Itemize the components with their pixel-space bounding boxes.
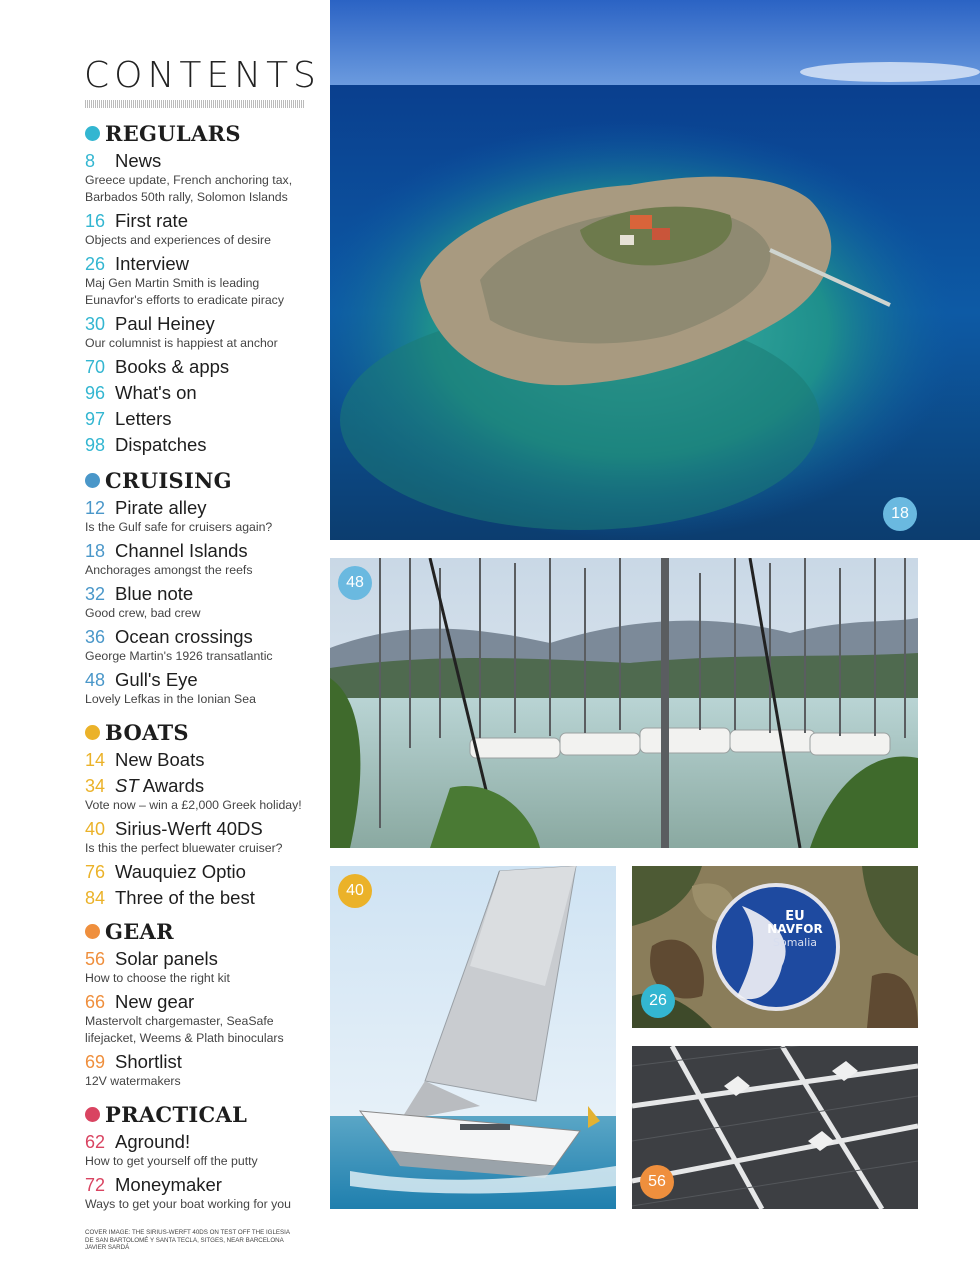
item-description: Barbados 50th rally, Solomon Islands (85, 190, 288, 204)
page-number: 16 (85, 211, 106, 231)
contents-item[interactable] (85, 356, 315, 378)
contents-item[interactable] (85, 749, 315, 771)
contents-item[interactable] (85, 408, 315, 430)
item-heading (85, 1051, 315, 1073)
section-header (85, 467, 315, 493)
item-title: News (115, 150, 162, 171)
island-photo[interactable] (330, 0, 980, 540)
page-badge-26[interactable]: 26 (641, 984, 675, 1018)
item-description: How to get yourself off the putty (85, 1154, 258, 1168)
item-title: Dispatches (115, 434, 207, 455)
patch-text: EU NAVFOR Somalia (767, 909, 823, 949)
section-title: BOATS (105, 719, 189, 745)
page-badge-18[interactable]: 18 (883, 497, 917, 531)
page-number: 30 (85, 314, 106, 334)
item-title: New gear (115, 991, 195, 1012)
item-description: Is this the perfect bluewater cruiser? (85, 841, 283, 855)
sailboat-illustration (330, 866, 616, 1209)
item-heading (85, 991, 315, 1013)
eunavfor-patch-photo[interactable] (632, 866, 918, 1028)
section-dot-icon (85, 1107, 100, 1122)
page-number: 26 (85, 254, 106, 274)
item-heading (85, 749, 315, 771)
item-description: Good crew, bad crew (85, 606, 201, 620)
item-title: Channel Islands (115, 540, 248, 561)
section-header (85, 1101, 315, 1127)
item-title: Aground! (115, 1131, 191, 1152)
item-title: Moneymaker (115, 1174, 222, 1195)
contents-item[interactable] (85, 540, 315, 579)
item-heading (85, 150, 315, 172)
item-title: Ocean crossings (115, 626, 253, 647)
page-number: 34 (85, 776, 106, 796)
contents-item[interactable] (85, 626, 315, 665)
item-description: George Martin's 1926 transatlantic (85, 649, 273, 663)
page-number: 32 (85, 584, 106, 604)
item-description: Greece update, French anchoring tax, (85, 173, 293, 187)
page-number: 70 (85, 357, 106, 377)
page-number: 76 (85, 862, 106, 882)
item-title: Shortlist (115, 1051, 182, 1072)
page-number: 72 (85, 1175, 106, 1195)
page-number: 96 (85, 383, 106, 403)
item-description: Objects and experiences of desire (85, 233, 271, 247)
contents-item[interactable] (85, 775, 315, 814)
item-title: New Boats (115, 749, 205, 770)
page-number: 69 (85, 1052, 106, 1072)
contents-item[interactable] (85, 1174, 315, 1213)
contents-item[interactable] (85, 861, 315, 883)
item-title: Books & apps (115, 356, 230, 377)
item-description: 12V watermakers (85, 1074, 181, 1088)
section-header (85, 918, 315, 944)
item-description: Anchorages amongst the reefs (85, 563, 253, 577)
contents-item[interactable] (85, 669, 315, 708)
item-title: Interview (115, 253, 190, 274)
page-number: 66 (85, 992, 106, 1012)
item-title: Pirate alley (115, 497, 207, 518)
title-rule (85, 100, 305, 108)
section-title: REGULARS (105, 120, 241, 146)
item-title: Three of the best (115, 887, 255, 908)
item-title: Blue note (115, 583, 194, 604)
solar-panel-illustration (632, 1046, 918, 1209)
item-heading (85, 775, 315, 797)
item-title: What's on (115, 382, 197, 403)
item-description: How to choose the right kit (85, 971, 230, 985)
item-description: lifejacket, Weems & Plath binoculars (85, 1031, 284, 1045)
item-heading (85, 382, 315, 404)
section-title: CRUISING (105, 467, 232, 493)
item-heading (85, 861, 315, 883)
section-cruising (85, 467, 315, 708)
page-number: 14 (85, 750, 106, 770)
item-heading (85, 887, 315, 909)
section-title: GEAR (105, 918, 174, 944)
page-number: 40 (85, 819, 106, 839)
contents-item[interactable] (85, 497, 315, 536)
item-heading (85, 497, 315, 519)
section-dot-icon (85, 126, 100, 141)
cover-caption: COVER IMAGE: THE SIRIUS-WERFT 40DS ON TEST OFF THE IGLESIA DE SAN BARTOLOMÉ Y SANTA TECLA, SITGES, NEAR BARCELONA JAVIER SARDÁ (85, 1229, 291, 1251)
section-header (85, 120, 315, 146)
item-description: Mastervolt chargemaster, SeaSafe (85, 1014, 274, 1028)
page-title: CONTENTS (84, 55, 321, 96)
item-heading (85, 669, 315, 691)
item-title: Paul Heiney (115, 313, 215, 334)
contents-item[interactable] (85, 818, 315, 857)
item-title: ST Awards (115, 775, 205, 796)
page-number: 62 (85, 1132, 106, 1152)
contents-item[interactable] (85, 434, 315, 456)
solar-panel-photo[interactable] (632, 1046, 918, 1209)
contents-item[interactable] (85, 313, 315, 352)
contents-item[interactable] (85, 150, 315, 206)
marina-photo[interactable] (330, 558, 918, 848)
contents-item[interactable] (85, 382, 315, 404)
page-number: 84 (85, 888, 106, 908)
island-illustration (330, 0, 980, 540)
section-practical (85, 1101, 315, 1213)
item-heading (85, 540, 315, 562)
item-description: Eunavfor's efforts to eradicate piracy (85, 293, 284, 307)
contents-item[interactable] (85, 1051, 315, 1090)
item-title: Gull's Eye (115, 669, 198, 690)
item-title: Sirius-Werft 40DS (115, 818, 263, 839)
section-header (85, 719, 315, 745)
page-number: 98 (85, 435, 106, 455)
item-description: Lovely Lefkas in the Ionian Sea (85, 692, 256, 706)
item-heading (85, 313, 315, 335)
contents-item[interactable] (85, 253, 315, 309)
item-heading (85, 1131, 315, 1153)
page-number: 36 (85, 627, 106, 647)
item-description: Is the Gulf safe for cruisers again? (85, 520, 273, 534)
item-title: Letters (115, 408, 172, 429)
page-number: 8 (85, 151, 96, 171)
item-heading (85, 583, 315, 605)
item-title: Solar panels (115, 948, 218, 969)
section-dot-icon (85, 924, 100, 939)
sailboat-photo[interactable] (330, 866, 616, 1209)
item-heading (85, 408, 315, 430)
item-heading (85, 1174, 315, 1196)
page-badge-40[interactable]: 40 (338, 874, 372, 908)
contents-item[interactable] (85, 991, 315, 1047)
item-description: Ways to get your boat working for you (85, 1197, 291, 1211)
section-dot-icon (85, 473, 100, 488)
page-badge-48[interactable]: 48 (338, 566, 372, 600)
section-regulars (85, 120, 315, 456)
contents-item[interactable] (85, 948, 315, 987)
section-gear (85, 918, 315, 1090)
page-number: 12 (85, 498, 106, 518)
item-heading (85, 818, 315, 840)
item-heading (85, 253, 315, 275)
page-number: 97 (85, 409, 106, 429)
section-boats (85, 719, 315, 909)
contents-item[interactable] (85, 887, 315, 909)
contents-item[interactable] (85, 583, 315, 622)
page-number: 18 (85, 541, 106, 561)
page-number: 56 (85, 949, 106, 969)
marina-illustration (330, 558, 918, 848)
item-heading (85, 434, 315, 456)
section-title: PRACTICAL (105, 1101, 248, 1127)
item-description: Vote now – win a £2,000 Greek holiday! (85, 798, 302, 812)
page-number: 48 (85, 670, 106, 690)
contents-item[interactable] (85, 1131, 315, 1170)
contents-item[interactable] (85, 210, 315, 249)
section-dot-icon (85, 725, 100, 740)
item-description: Our columnist is happiest at anchor (85, 336, 278, 350)
item-description: Maj Gen Martin Smith is leading (85, 276, 260, 290)
item-heading (85, 948, 315, 970)
item-heading (85, 626, 315, 648)
item-title: Wauquiez Optio (115, 861, 246, 882)
item-heading (85, 356, 315, 378)
page-badge-56[interactable]: 56 (640, 1165, 674, 1199)
item-heading (85, 210, 315, 232)
item-title: First rate (115, 210, 188, 231)
